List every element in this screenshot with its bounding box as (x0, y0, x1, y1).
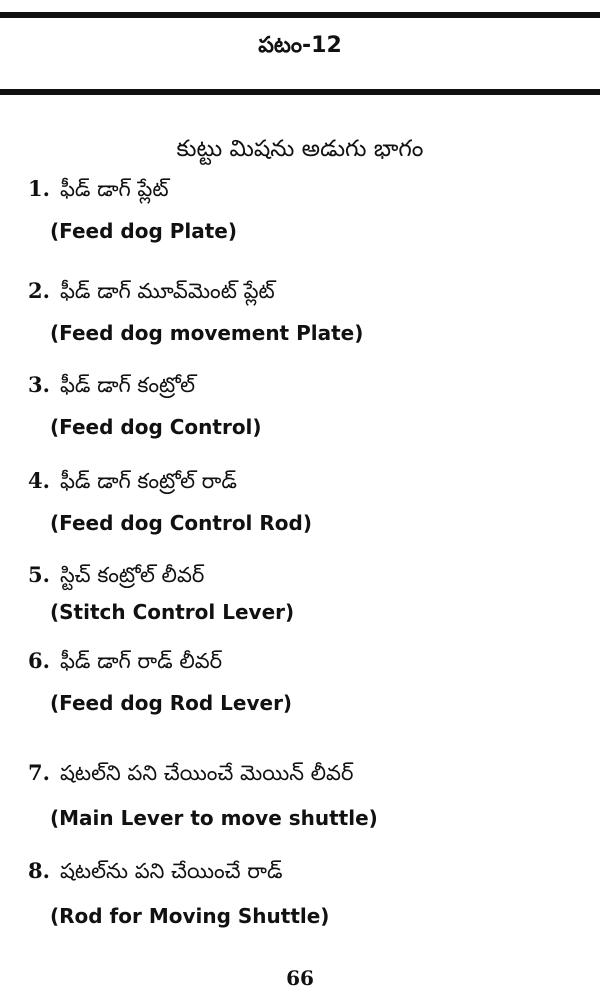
page-number: 66 (286, 966, 314, 990)
item-english: (Rod for Moving Shuttle) (50, 904, 330, 928)
item-number: 5. (28, 562, 50, 587)
item-number: 3. (28, 372, 50, 397)
section-title: కుట్టు మిషను అడుగు భాగం (176, 136, 424, 162)
item-number: 4. (28, 468, 50, 493)
list-item (28, 370, 588, 439)
item-telugu: ఫీడ్ డాగ్ మూవ్‌మెంట్ ప్లేట్ (59, 279, 275, 303)
list-item (28, 276, 588, 345)
item-english: (Feed dog Control Rod) (50, 511, 312, 535)
item-number: 6. (28, 648, 50, 673)
item-telugu: షటల్‌ను పని చేయించే రాడ్ (59, 859, 283, 883)
list-item (28, 174, 588, 243)
item-number: 8. (28, 858, 50, 883)
item-telugu: షటల్‌ని పని చేయించే మెయిన్ లీవర్ (59, 761, 354, 785)
header-rule (0, 89, 600, 95)
item-english: (Feed dog Control) (50, 415, 262, 439)
list-item (28, 466, 588, 535)
top-rule (0, 12, 600, 18)
item-english: (Feed dog Rod Lever) (50, 691, 293, 715)
list-item (28, 856, 588, 928)
item-telugu: స్టిచ్ కంట్రోల్ లీవర్ (59, 563, 205, 587)
item-english: (Stitch Control Lever) (50, 600, 295, 624)
figure-title: పటం-12 (258, 33, 342, 58)
item-telugu: ఫీడ్ డాగ్ రాడ్ లీవర్ (59, 649, 223, 673)
item-number: 2. (28, 278, 50, 303)
item-telugu: ఫీడ్ డాగ్ కంట్రోల్ (59, 373, 195, 397)
list-item (28, 758, 588, 830)
item-number: 1. (28, 176, 50, 201)
item-english: (Feed dog movement Plate) (50, 321, 364, 345)
item-number: 7. (28, 760, 50, 785)
list-item (28, 646, 588, 715)
item-english: (Feed dog Plate) (50, 219, 238, 243)
item-telugu: ఫీడ్ డాగ్ ప్లేట్ (59, 177, 169, 201)
list-item (28, 560, 588, 624)
item-telugu: ఫీడ్ డాగ్ కంట్రోల్ రాడ్ (59, 469, 237, 493)
item-english: (Main Lever to move shuttle) (50, 806, 378, 830)
